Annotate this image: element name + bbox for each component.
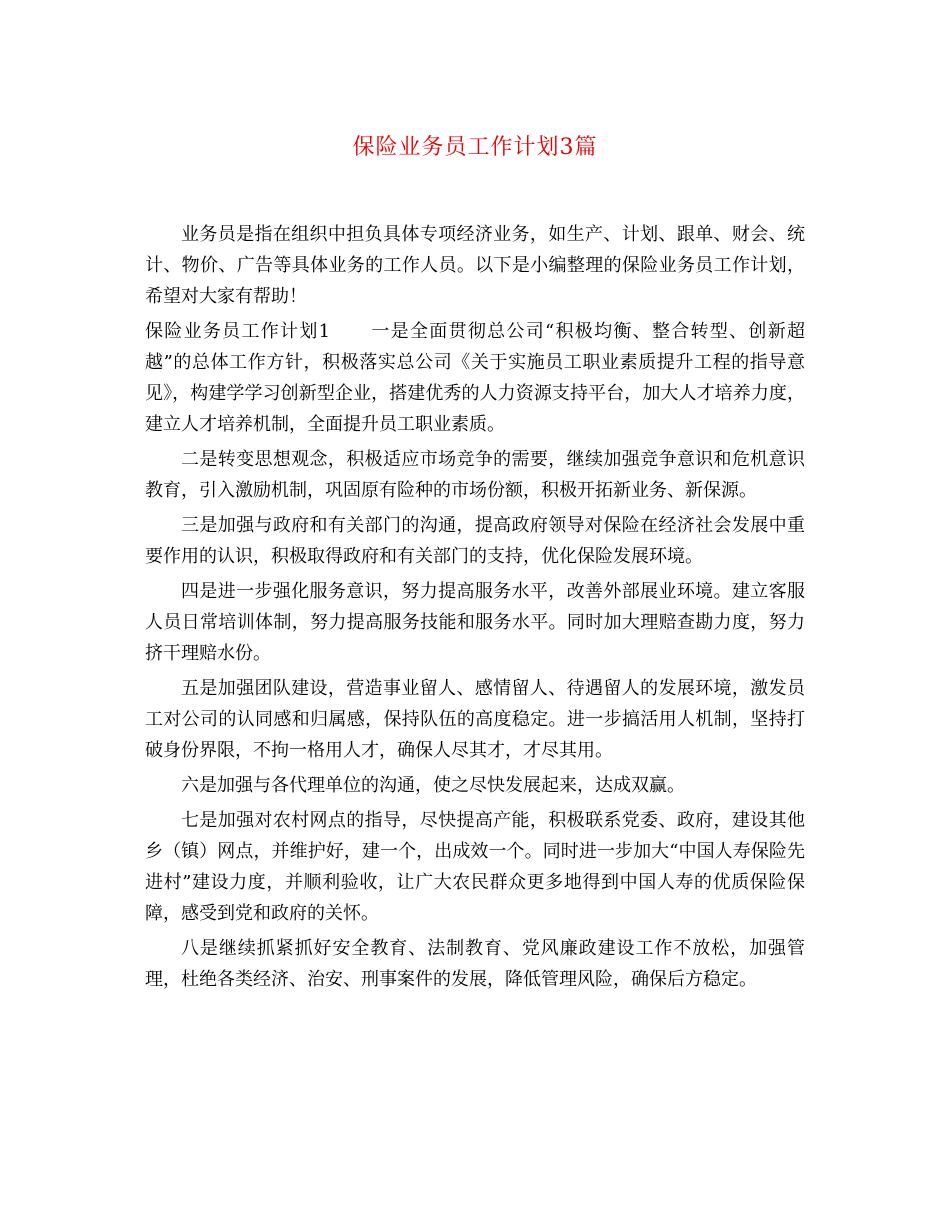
paragraph-6: 六是加强与各代理单位的沟通，使之尽快发展起来，达成双赢。 — [181, 775, 685, 796]
paragraph-4: 四是进一步强化服务意识，努力提高服务水平，改善外部展业环境。建立客服人员日常培训体制，努力提高服务技能和服务水平。同时加大理赔查勘力度，努力挤干理赔水份。 — [145, 581, 805, 664]
paragraph-8: 八是继续抓紧抓好安全教育、法制教育、党风廉政建设工作不放松，加强管理，杜绝各类经济、治安、刑事案件的发展，降低管理风险，确保后方稳定。 — [145, 938, 805, 990]
section-1-paragraph — [145, 316, 805, 440]
paragraph-7: 七是加强对农村网点的指导，尽快提高产能，积极联系党委、政府，建设其他乡（镇）网点，并维护好，建一个，出成效一个。同时进一步加大“中国人寿保险先进村”建设力度，并顺利验收，让广大农民群众更多地得到中国人寿的优质保险保障，感受到党和政府的关怀。 — [145, 810, 805, 924]
paragraph-2: 二是转变思想观念，积极适应市场竞争的需要，继续加强竞争意识和危机意识教育，引入激励机制，巩固原有险种的市场份额，积极开拓新业务、新保源。 — [145, 449, 805, 501]
intro-paragraph: 业务员是指在组织中担负具体专项经济业务，如生产、计划、跟单、财会、统计、物价、广告等具体业务的工作人员。以下是小编整理的保险业务员工作计划，希望对大家有帮助！ — [145, 224, 805, 307]
section-1-first-text: 一是全面贯彻总公司“积极均衡、整合转型、创新超越”的总体工作方针，积极落实总公司《关于实施员工职业素质提升工程的指导意见》，构建学学习创新型企业，搭建优秀的人力资源支持平台，加大人才培养力度，建立人才培养机制，全面提升员工职业素质。 — [145, 321, 806, 435]
section-1-heading: 保险业务员工作计划1 — [145, 321, 331, 342]
document-title: 保险业务员工作计划3篇 — [352, 135, 598, 160]
paragraph-3: 三是加强与政府和有关部门的沟通，提高政府领导对保险在经济社会发展中重要作用的认识，积极取得政府和有关部门的支持，优化保险发展环境。 — [145, 515, 805, 567]
document-body — [145, 219, 805, 999]
paragraph-5: 五是加强团队建设，营造事业留人、感情留人、待遇留人的发展环境，激发员工对公司的认同感和归属感，保持队伍的高度稳定。进一步搞活用人机制，坚持打破身份界限，不拘一格用人才，确保人尽其才，才尽其用。 — [145, 678, 805, 761]
